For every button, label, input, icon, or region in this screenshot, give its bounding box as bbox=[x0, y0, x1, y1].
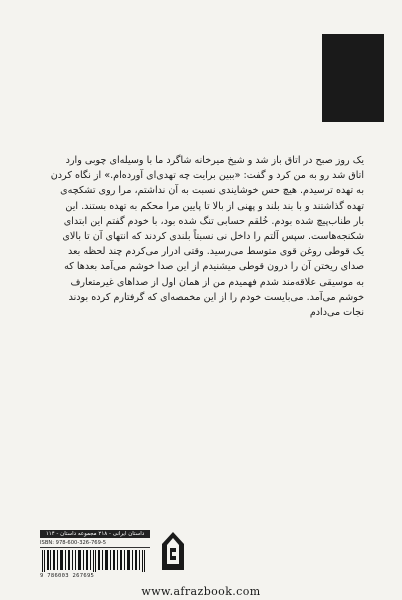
text-line: اتاق شد رو به من کرد و گفت: «ببین برایت چه تهدی‌ای آورده‌ام.» از نگاه کردن bbox=[50, 170, 364, 182]
publisher-website: www.afrazbook.com bbox=[141, 585, 261, 598]
text-line: بار طناب‌پیچ شده بودم. خُلقم حسابی تنگ شده بود، با خودم گفتم این ابتدای bbox=[63, 215, 364, 227]
back-cover-text bbox=[40, 153, 364, 320]
barcode-block bbox=[40, 530, 150, 580]
text-line: یک قوطی روغن قوی متوسط می‌رسید. وقتی ادرار می‌کردم چند لحظه بعد bbox=[67, 246, 364, 258]
isbn-label: ISBN: 978-600-326-769-5 bbox=[40, 540, 150, 548]
text-line: صدای ریختن آن را درون قوطی میشنیدم از این صدا خوشم می‌آمد بعدها که bbox=[64, 261, 364, 273]
publisher-logo-icon bbox=[160, 530, 186, 576]
series-label: داستان ایرانی - ۲۱۸ مجموعه داستان - ۱۱۴ bbox=[40, 530, 150, 538]
text-line: نجات می‌دادم bbox=[309, 307, 364, 319]
text-line: خوشم می‌آمد. می‌بایست خودم را از این مخمصه‌ای که گرفتارم کرده بودند bbox=[68, 291, 364, 303]
decorative-black-bar bbox=[322, 34, 384, 122]
text-line: یک روز صبح در اتاق باز شد و شیخ میرخانه شاگرد ما با وسیله‌ای چوبی وارد bbox=[65, 155, 364, 166]
text-line: به تهده ترسیدم. هیچ حس خوشایندی نسبت به آن نداشتم، مرا روی تشکچه‌ی bbox=[60, 185, 364, 197]
barcode-number: 9 786003 267695 bbox=[40, 573, 95, 579]
text-line: تهده گذاشتند و با بند بلند و پهنی از بالا تا پایین مرا محکم به تهده بستند. این bbox=[65, 200, 364, 212]
text-line: به موسیقی علاقه‌مند شدم فهمیدم من از همان اول از صداهای غیرمتعارف bbox=[70, 276, 364, 288]
text-line: شکنجه‌هاست. سپس آلتم را داخل نی نسبتاً بلندی کردند که انتهای آن تا بالای bbox=[62, 231, 364, 243]
barcode-icon bbox=[40, 550, 150, 572]
